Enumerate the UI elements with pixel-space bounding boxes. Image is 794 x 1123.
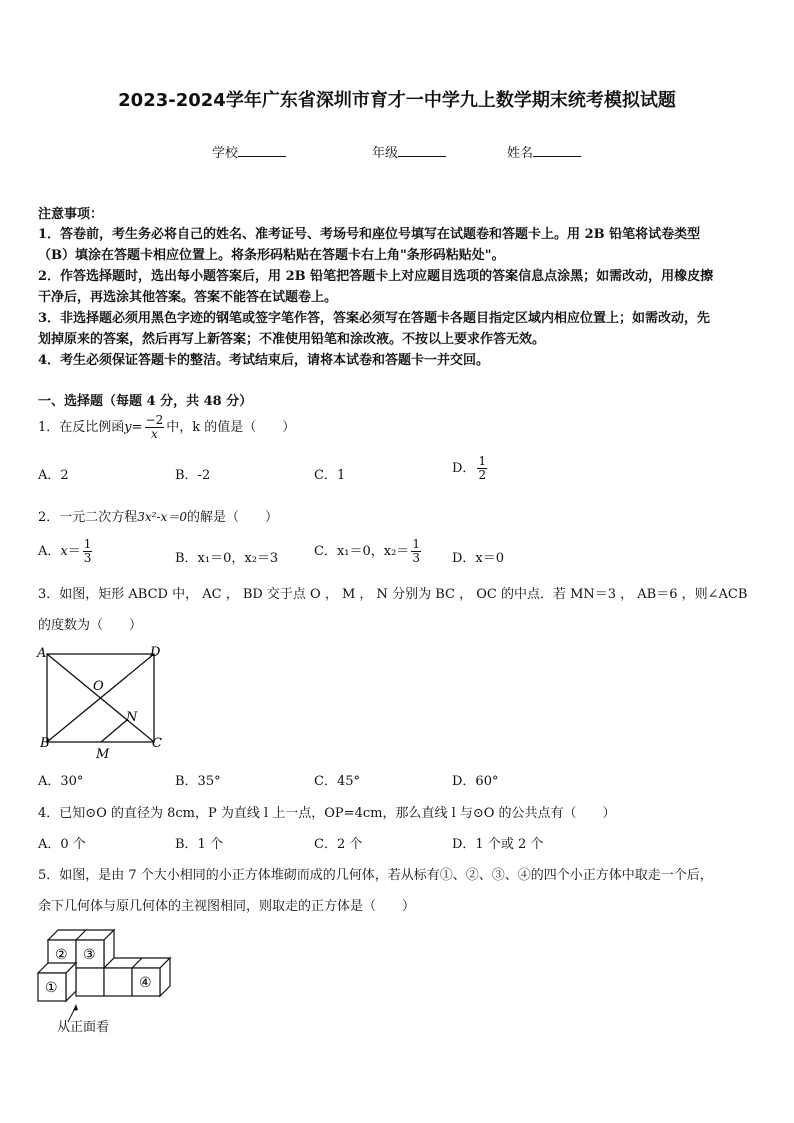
- q1-option-d: [452, 455, 489, 482]
- label-circle-3: ③: [83, 947, 96, 963]
- notice-line: 3．非选择题必须用黑色字迹的钢笔或签字笔作答，答案必须写在答题卡各题目指定区域内相应位置上；如需改动，先: [38, 311, 711, 326]
- q2-option-b: B．x₁＝0，x₂＝3: [175, 551, 279, 566]
- q2-a-var: x: [60, 544, 68, 559]
- q2-a-label: A．: [38, 544, 61, 559]
- q2-option-c: [314, 538, 423, 565]
- school-field: [212, 142, 286, 161]
- page-title: 2023-2024学年广东省深圳市育才一中学九上数学期末统考模拟试题: [118, 90, 676, 111]
- view-caption: 从正面看: [57, 1020, 110, 1035]
- school-blank: [238, 144, 286, 157]
- q2-c-den: 3: [412, 551, 420, 565]
- q1-fraction: [145, 414, 165, 441]
- q2-a-den: 3: [83, 551, 92, 565]
- q1-option-b: B．-2: [175, 468, 211, 483]
- q2-option-a: [38, 538, 94, 565]
- label-circle-1: ①: [45, 980, 58, 996]
- q3-option-a: A．30°: [38, 774, 84, 789]
- name-label: 姓名: [507, 146, 534, 161]
- q3-option-c: C．45°: [314, 774, 360, 789]
- question-2: [38, 506, 278, 525]
- question-3-line2: 的度数为（ ）: [38, 618, 143, 633]
- notice-line: 4．考生必须保证答题卡的整洁。考试结束后，请将本试卷和答题卡一并交回。: [38, 353, 490, 368]
- q2-a-fraction: [83, 538, 93, 565]
- question-5-line1: 5．如图，是由 7 个大小相同的小正方体堆砌而成的几何体，若从标有①、②、③、④的四个小正方体中取走一个后，: [38, 868, 713, 883]
- q2-a-num: 1: [83, 537, 92, 551]
- grade-label: 年级: [372, 146, 399, 161]
- q1-prefix: 1．在反比例函: [38, 420, 125, 435]
- q2-option-d: D．x＝0: [452, 551, 505, 566]
- question-4: 4．已知⊙O 的直径为 8cm，P 为直线 l 上一点，OP=4cm，那么直线 l 与⊙O 的公共点有（ ）: [38, 806, 616, 821]
- q1-d-fraction: [477, 455, 487, 482]
- label-circle-2: ②: [55, 947, 68, 963]
- question-1: [38, 414, 295, 441]
- label-c: C: [152, 736, 162, 751]
- q4-option-d: D．1 个或 2 个: [452, 837, 544, 852]
- q2-c-num: 1: [412, 537, 420, 551]
- name-blank: [533, 144, 581, 157]
- label-m: M: [96, 747, 110, 762]
- arrow-head-icon: [73, 1004, 78, 1011]
- q1-y: y: [124, 420, 132, 435]
- q1-d-label: D．: [452, 461, 476, 476]
- notice-line: 划掉原来的答案，然后再写上新答案；不准使用铅笔和涂改液。不按以上要求作答无效。: [38, 332, 546, 347]
- q2-c-fraction: [411, 538, 421, 565]
- notice-line: 2．作答选择题时，选出每小题答案后，用 2B 铅笔把答题卡上对应题目选项的答案信息点涂黑；如需改动，用橡皮擦: [38, 269, 714, 284]
- section-heading: 一、选择题（每题 4 分，共 48 分）: [38, 394, 253, 409]
- notice-line: （B）填涂在答题卡相应位置上。将条形码粘贴在答题卡右上角"条形码粘贴处"。: [38, 248, 505, 263]
- segment-mn: [101, 720, 127, 742]
- cube-front: [104, 968, 132, 996]
- grade-blank: [398, 144, 446, 157]
- q1-option-a: A．2: [38, 468, 69, 483]
- q2-suffix: 的解是（ ）: [186, 510, 278, 525]
- grade-field: [372, 142, 446, 161]
- question-3-line1: 3．如图，矩形 ABCD 中， AC ， BD 交于点 O ， M ， N 分别为 BC ， OC 的中点．若 MN＝3 ， AB＝6 ，则∠ACB: [38, 587, 748, 602]
- q1-numerator: −2: [145, 413, 164, 427]
- cube-front: [76, 968, 104, 996]
- q2-c-label: C．x₁＝0，x₂＝: [314, 544, 410, 559]
- q1-option-c: C．1: [314, 468, 346, 483]
- q1-d-den: 2: [478, 468, 487, 482]
- label-circle-4: ④: [139, 975, 152, 991]
- q2-equation: 3x²-x＝0: [137, 510, 187, 524]
- school-label: 学校: [212, 146, 239, 161]
- label-n: N: [126, 710, 138, 725]
- label-b: B: [40, 736, 50, 751]
- q1-suffix: 中，k 的值是（ ）: [166, 420, 296, 435]
- name-field: [507, 142, 581, 161]
- q3-option-b: B．35°: [175, 774, 221, 789]
- notice-heading: 注意事项：: [38, 207, 104, 222]
- label-d: D: [150, 645, 161, 660]
- q4-option-b: B．1 个: [175, 837, 223, 852]
- label-o: O: [93, 679, 104, 694]
- q3-option-d: D．60°: [452, 774, 499, 789]
- q1-denominator: x: [151, 427, 158, 441]
- q2-prefix: 2．一元二次方程: [38, 510, 138, 525]
- q4-option-a: A．0 个: [38, 837, 86, 852]
- q2-a-eq: ＝: [67, 544, 81, 559]
- rectangle-figure: [34, 643, 169, 763]
- notice-line: 干净后，再选涂其他答案。答案不能答在试题卷上。: [38, 290, 338, 305]
- label-a: A: [37, 646, 47, 661]
- q1-eq: =: [131, 420, 143, 435]
- q1-d-num: 1: [478, 454, 487, 468]
- notice-line: 1．答卷前，考生务必将自己的姓名、准考证号、考场号和座位号填写在试题卷和答题卡上。用 2B 铅笔将试卷类型: [38, 227, 701, 242]
- question-5-line2: 余下几何体与原几何体的主视图相同，则取走的正方体是（ ）: [38, 899, 416, 914]
- q4-option-c: C．2 个: [314, 837, 363, 852]
